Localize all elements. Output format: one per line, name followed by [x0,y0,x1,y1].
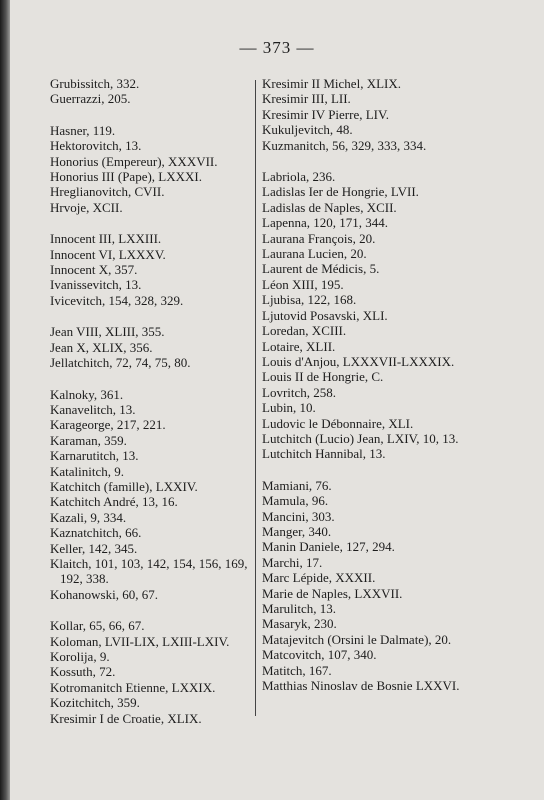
index-entry: Honorius III (Pape), LXXXI. [50,169,202,185]
index-entry: Kalnoky, 361. [50,386,124,402]
page-number: — 373 — [239,38,315,57]
index-entry: Kresimir I de Croatie, XLIX. [50,710,202,726]
index-entry: Mamiani, 76. [262,477,332,493]
index-entry: Matitch, 167. [262,662,332,678]
index-entry: Laurent de Médicis, 5. [262,261,380,277]
index-entry: Katchitch André, 13, 16. [50,494,178,510]
index-entry: Ladislas Ier de Hongrie, LVII. [262,184,419,200]
index-entry: Ivicevitch, 154, 328, 329. [50,292,184,308]
book-page [10,0,544,800]
index-entry: Kuzmanitch, 56, 329, 333, 334. [262,137,427,153]
index-entry: Korolija, 9. [50,649,110,664]
entry-group-gap [50,308,255,324]
index-entry: Katchitch (famille), LXXIV. [50,478,198,494]
index-entry: Lubin, 10. [262,400,316,416]
index-entry: Ljutovid Posavski, XLI. [262,307,388,323]
index-entry: Koloman, LVII-LIX, LXIII-LXIV. [50,633,230,649]
index-entry: Matthias Ninoslav de Bosnie LXXVI. [262,678,460,694]
index-entry: Kresimir III, LII. [262,91,351,107]
entry-group-gap [50,215,255,231]
index-entry: Mancini, 303. [262,508,335,524]
index-entry: Kaznatchitch, 66. [50,525,142,541]
index-entry: Laurana François, 20. [262,230,376,246]
index-entry: Ludovic le Débonnaire, XLI. [262,415,414,431]
index-entry: Innocent VI, LXXXV. [50,246,166,262]
index-entry: Honorius (Empereur), XXXVII. [50,153,218,169]
index-entry: Grubissitch, 332. [50,76,140,91]
index-entry: Jean X, XLIX, 356. [50,339,153,355]
index-column-right [262,76,467,693]
index-entry: Ljubisa, 122, 168. [262,292,357,308]
entry-group-gap [262,462,467,478]
index-entry: Karageorge, 217, 221. [50,417,166,433]
index-entry: Kollar, 65, 66, 67. [50,618,145,634]
index-entry: Jean VIII, XLIII, 355. [50,324,165,340]
index-entry: Hrvoje, XCII. [50,199,123,215]
index-entry: Jellatchitch, 72, 74, 75, 80. [50,355,191,371]
index-entry: Kozitchitch, 359. [50,695,140,711]
index-entry: Lapenna, 120, 171, 344. [262,215,389,231]
index-entry: Kanavelitch, 13. [50,401,136,417]
entry-group-gap [50,107,255,123]
index-entry: Kazali, 9, 334. [50,509,127,525]
index-entry: Léon XIII, 195. [262,276,344,292]
entry-group-gap [50,371,255,387]
book-gutter-shadow [0,0,10,800]
index-entry: Kresimir IV Pierre, LIV. [262,106,389,122]
index-entry: Hasner, 119. [50,122,116,138]
index-entry: Marc Lépide, XXXII. [262,570,376,586]
column-divider [255,80,256,716]
index-entry: Kukuljevitch, 48. [262,122,353,138]
index-entry: Guerrazzi, 205. [50,91,131,107]
index-entry: Ivanissevitch, 13. [50,277,142,293]
index-entry: Lovritch, 258. [262,384,337,400]
index-entry: Karaman, 359. [50,432,127,448]
index-column-left [50,76,255,726]
index-entry: Matcovitch, 107, 340. [262,647,377,663]
index-entry: Laurana Lucien, 20. [262,246,367,262]
index-entry: Hreglianovitch, CVII. [50,184,165,200]
index-entry: Marchi, 17. [262,554,323,570]
index-entry: Marulitch, 13. [262,601,337,616]
index-entry: Kohanowski, 60, 67. [50,586,158,602]
index-entry: Manin Daniele, 127, 294. [262,539,395,555]
index-entry: Keller, 142, 345. [50,540,138,556]
index-entry: Lotaire, XLII. [262,338,336,354]
index-entry: Lutchitch (Lucio) Jean, LXIV, 10, 13. [262,430,459,446]
index-entry: Marie de Naples, LXXVII. [262,585,403,601]
index-entry: Innocent III, LXXIII. [50,231,162,247]
index-entry: Innocent X, 357. [50,262,138,278]
index-entry: Matajevitch (Orsini le Dalmate), 20. [262,631,452,647]
index-entry: Kossuth, 72. [50,664,116,680]
index-entry: Ladislas de Naples, XCII. [262,199,397,215]
index-entry: Masaryk, 230. [262,616,337,632]
index-entry: Hektorovitch, 13. [50,138,142,154]
entry-group-gap [262,153,467,169]
index-entry: Mamula, 96. [262,493,329,509]
index-entry: Karnarutitch, 13. [50,448,139,464]
index-entry: Kresimir II Michel, XLIX. [262,76,401,91]
index-entry: Louis d'Anjou, LXXXVII-LXXXIX. [262,353,455,369]
index-entry: Klaitch, 101, 103, 142, 154, 156, 169, 192, 338. [50,555,248,587]
index-entry: Louis II de Hongrie, C. [262,369,384,385]
index-entry: Katalinitch, 9. [50,463,125,479]
index-entry: Kotromanitch Etienne, LXXIX. [50,679,216,695]
index-entry: Lutchitch Hannibal, 13. [262,446,386,462]
entry-group-gap [50,602,255,618]
index-entry: Manger, 340. [262,523,332,539]
index-entry: Labriola, 236. [262,169,336,185]
index-entry: Loredan, XCIII. [262,323,347,339]
